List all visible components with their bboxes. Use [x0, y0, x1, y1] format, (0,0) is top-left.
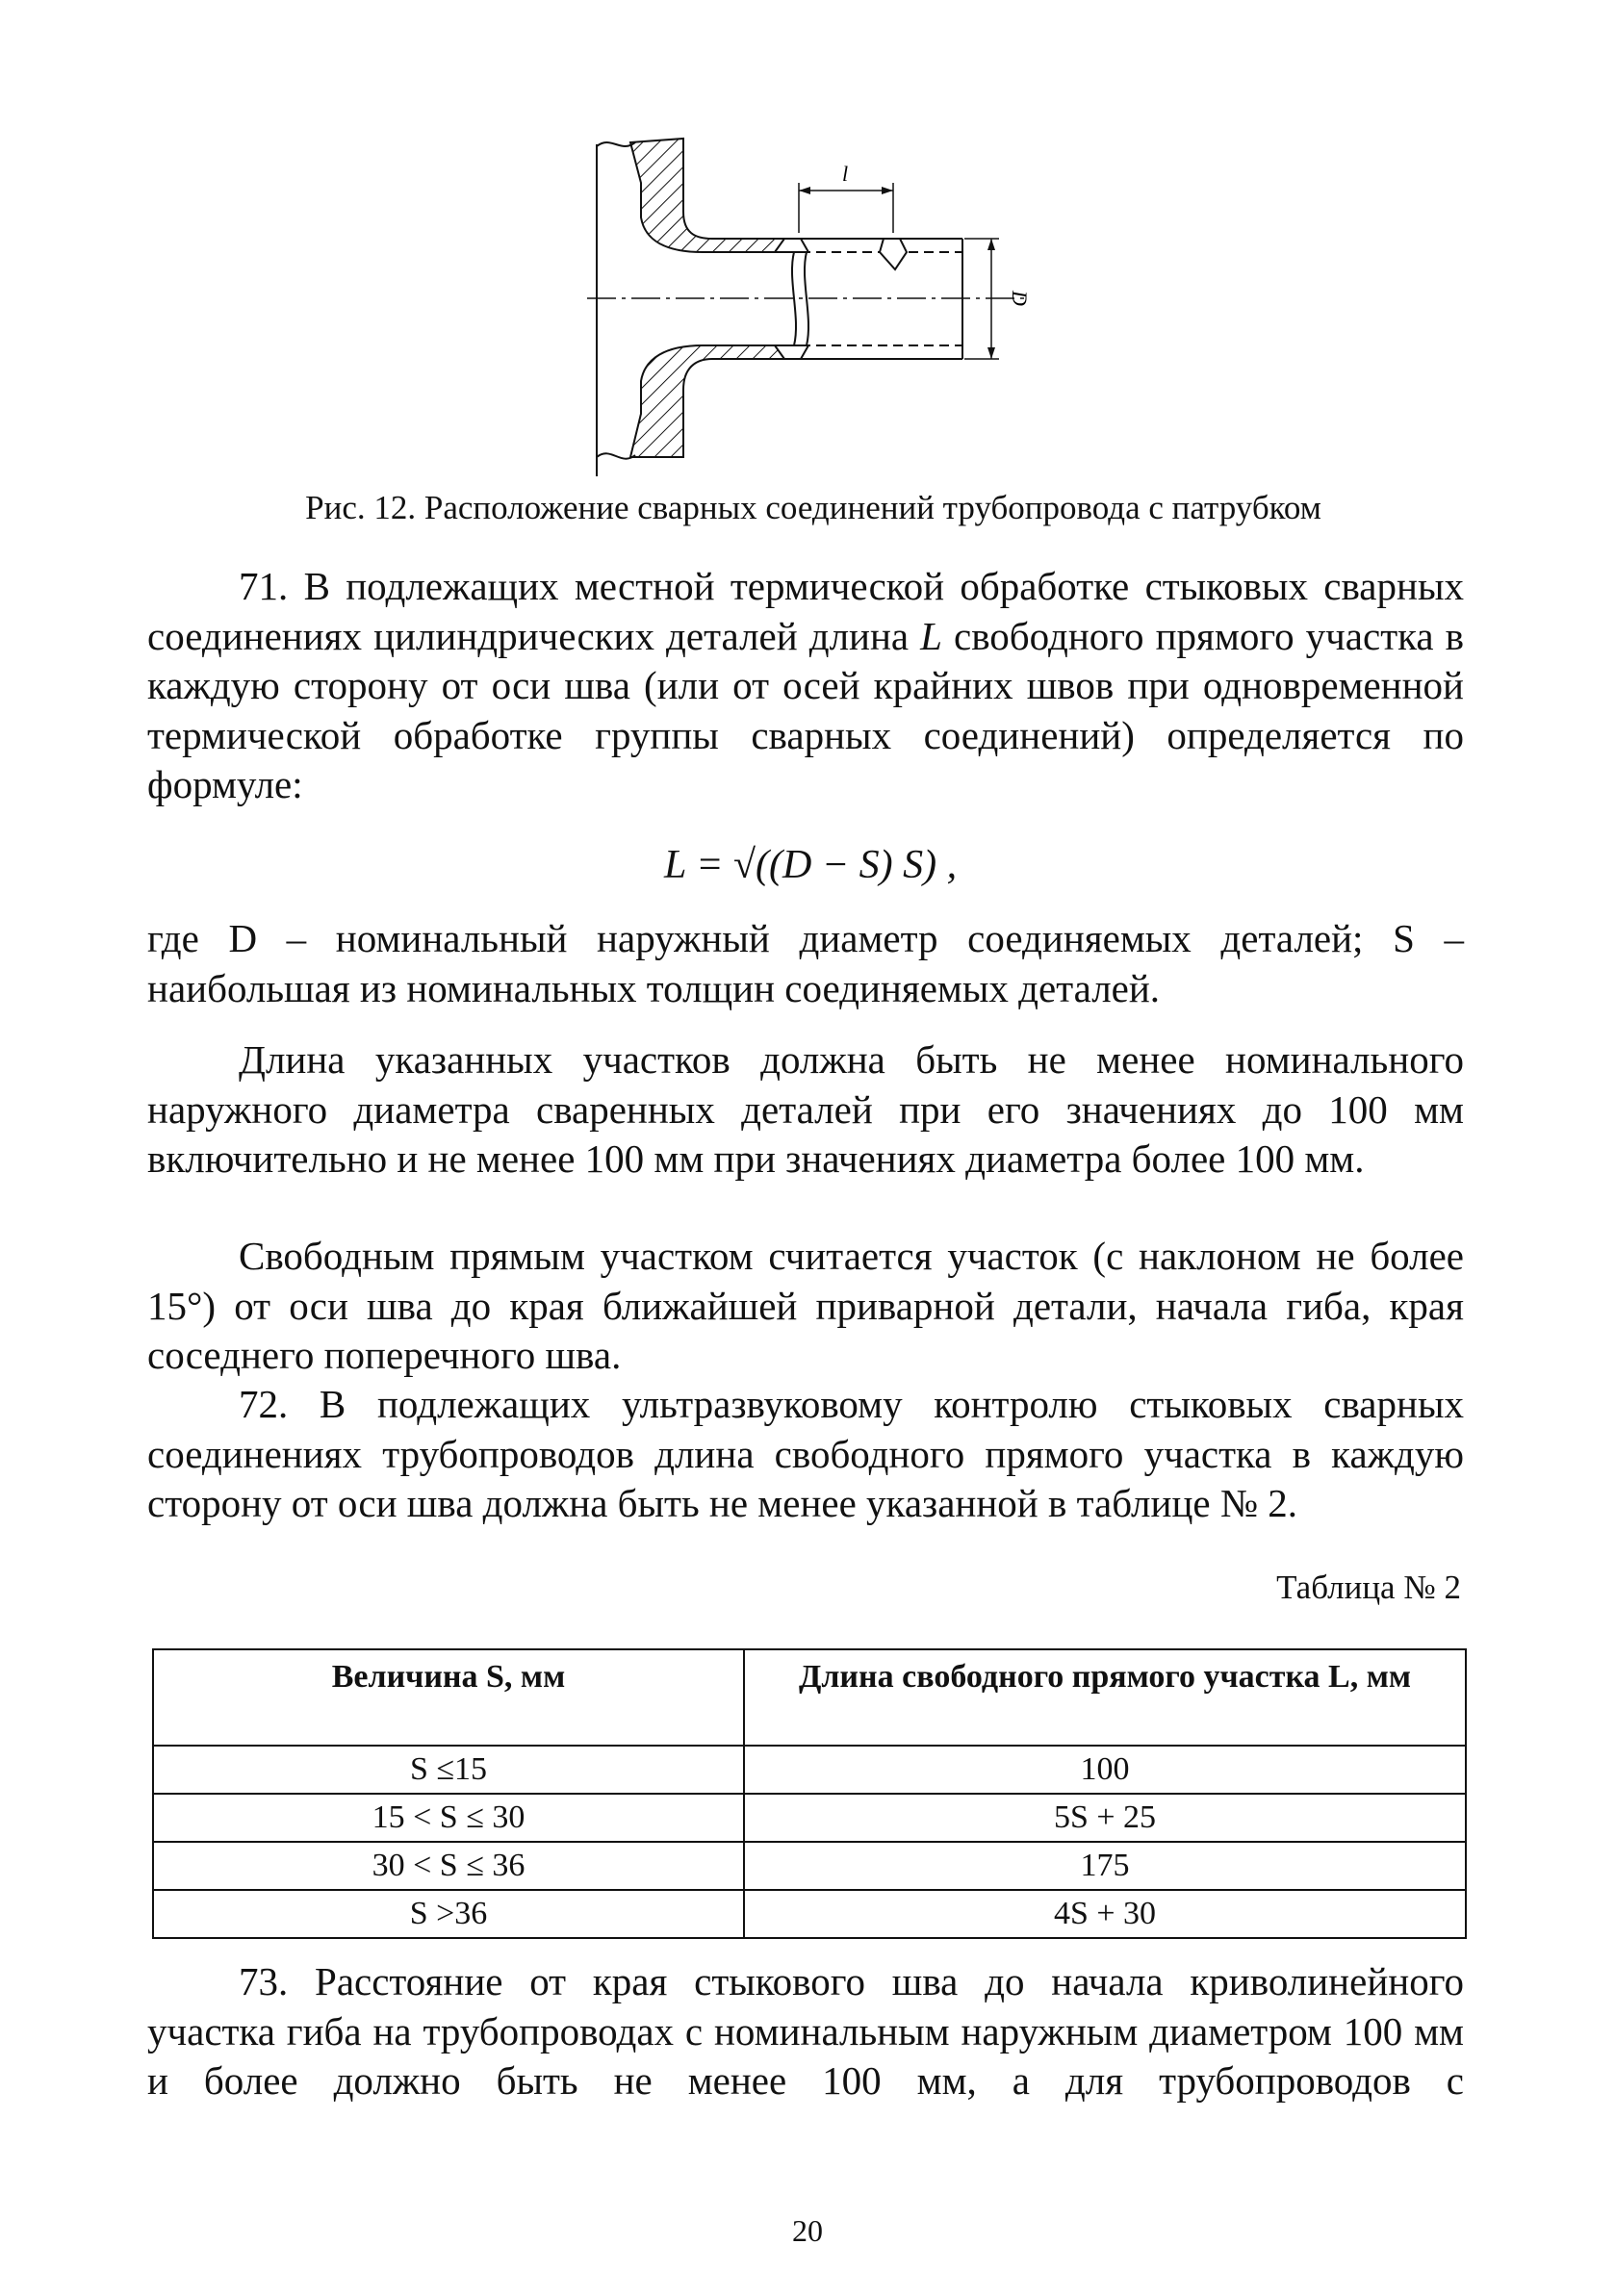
paragraph-71-suffix: свободного прямого участка в каждую сторону от оси шва (или от осей крайних швов при одновременной термической обработке группы сварных соединений) определяется по формуле: [147, 613, 1464, 806]
table-cell-s: S ≤15 [153, 1746, 744, 1794]
table-header-row [153, 1649, 1466, 1746]
free-section-paragraph [147, 1232, 1464, 1381]
free-section-text: Свободным прямым участком считается участок (с наклоном не более 15°) от оси шва до края ближайшей приварной детали, начала гиба, края соседнего поперечного шва. [147, 1234, 1464, 1377]
table-row [153, 1842, 1466, 1890]
table-header-s: Величина S, мм [153, 1649, 744, 1746]
table-row [153, 1890, 1466, 1938]
figure-caption: Рис. 12. Расположение сварных соединений трубопровода с патрубком [305, 489, 1321, 526]
table-cell-l: 175 [744, 1842, 1466, 1890]
formula: L = √((D − S) S) , [664, 843, 958, 887]
table-cell-s: 15 < S ≤ 30 [153, 1794, 744, 1842]
variable-l: L [920, 613, 942, 658]
pipe-connection-figure [577, 125, 1039, 491]
table-header-l: Длина свободного прямого участка L, мм [744, 1649, 1466, 1746]
page-number: 20 [792, 2213, 823, 2248]
table-cell-s: 30 < S ≤ 36 [153, 1842, 744, 1890]
length-paragraph [147, 1035, 1464, 1185]
length-text: Длина указанных участков должна быть не менее номинального наружного диаметра сваренных деталей при его значениях до 100 мм включительно и не менее 100 мм при значениях диаметра более 100 мм. [147, 1037, 1464, 1181]
table-caption: Таблица № 2 [1276, 1569, 1461, 1606]
table-cell-l: 100 [744, 1746, 1466, 1794]
length-table [152, 1648, 1467, 1939]
table-row [153, 1794, 1466, 1842]
paragraph-72-text: 72. В подлежащих ультразвуковому контролю стыковых сварных соединениях трубопроводов длина свободного прямого участка в каждую сторону от оси шва должна быть не менее указанной в таблице № 2. [147, 1382, 1464, 1525]
pipe-weld-drawing [577, 125, 1039, 491]
table-cell-l: 4S + 30 [744, 1890, 1466, 1938]
paragraph-71-prefix: 71. В подлежащих местной термической обработке стыковых сварных соединениях цилиндрических деталей длина [147, 564, 1464, 658]
dimension-d-label: D [1008, 291, 1032, 306]
dimension-l-label: l [841, 162, 849, 186]
paragraph-71 [147, 562, 1464, 810]
table-cell-l: 5S + 25 [744, 1794, 1466, 1842]
paragraph-73-text: 73. Расстояние от края стыкового шва до начала криволинейного участка гиба на трубопроводах с номинальным наружным диаметром 100 мм и более должно быть не менее 100 мм, а для трубопроводов с [147, 1959, 1464, 2103]
table-cell-s: S >36 [153, 1890, 744, 1938]
table-row [153, 1746, 1466, 1794]
paragraph-71-text [147, 562, 1464, 810]
where-paragraph [147, 914, 1464, 1013]
paragraph-72 [147, 1380, 1464, 1529]
paragraph-73 [147, 1957, 1464, 2106]
where-text: где D – номинальный наружный диаметр соединяемых деталей; S – наибольшая из номинальных толщин соединяемых деталей. [147, 916, 1464, 1010]
